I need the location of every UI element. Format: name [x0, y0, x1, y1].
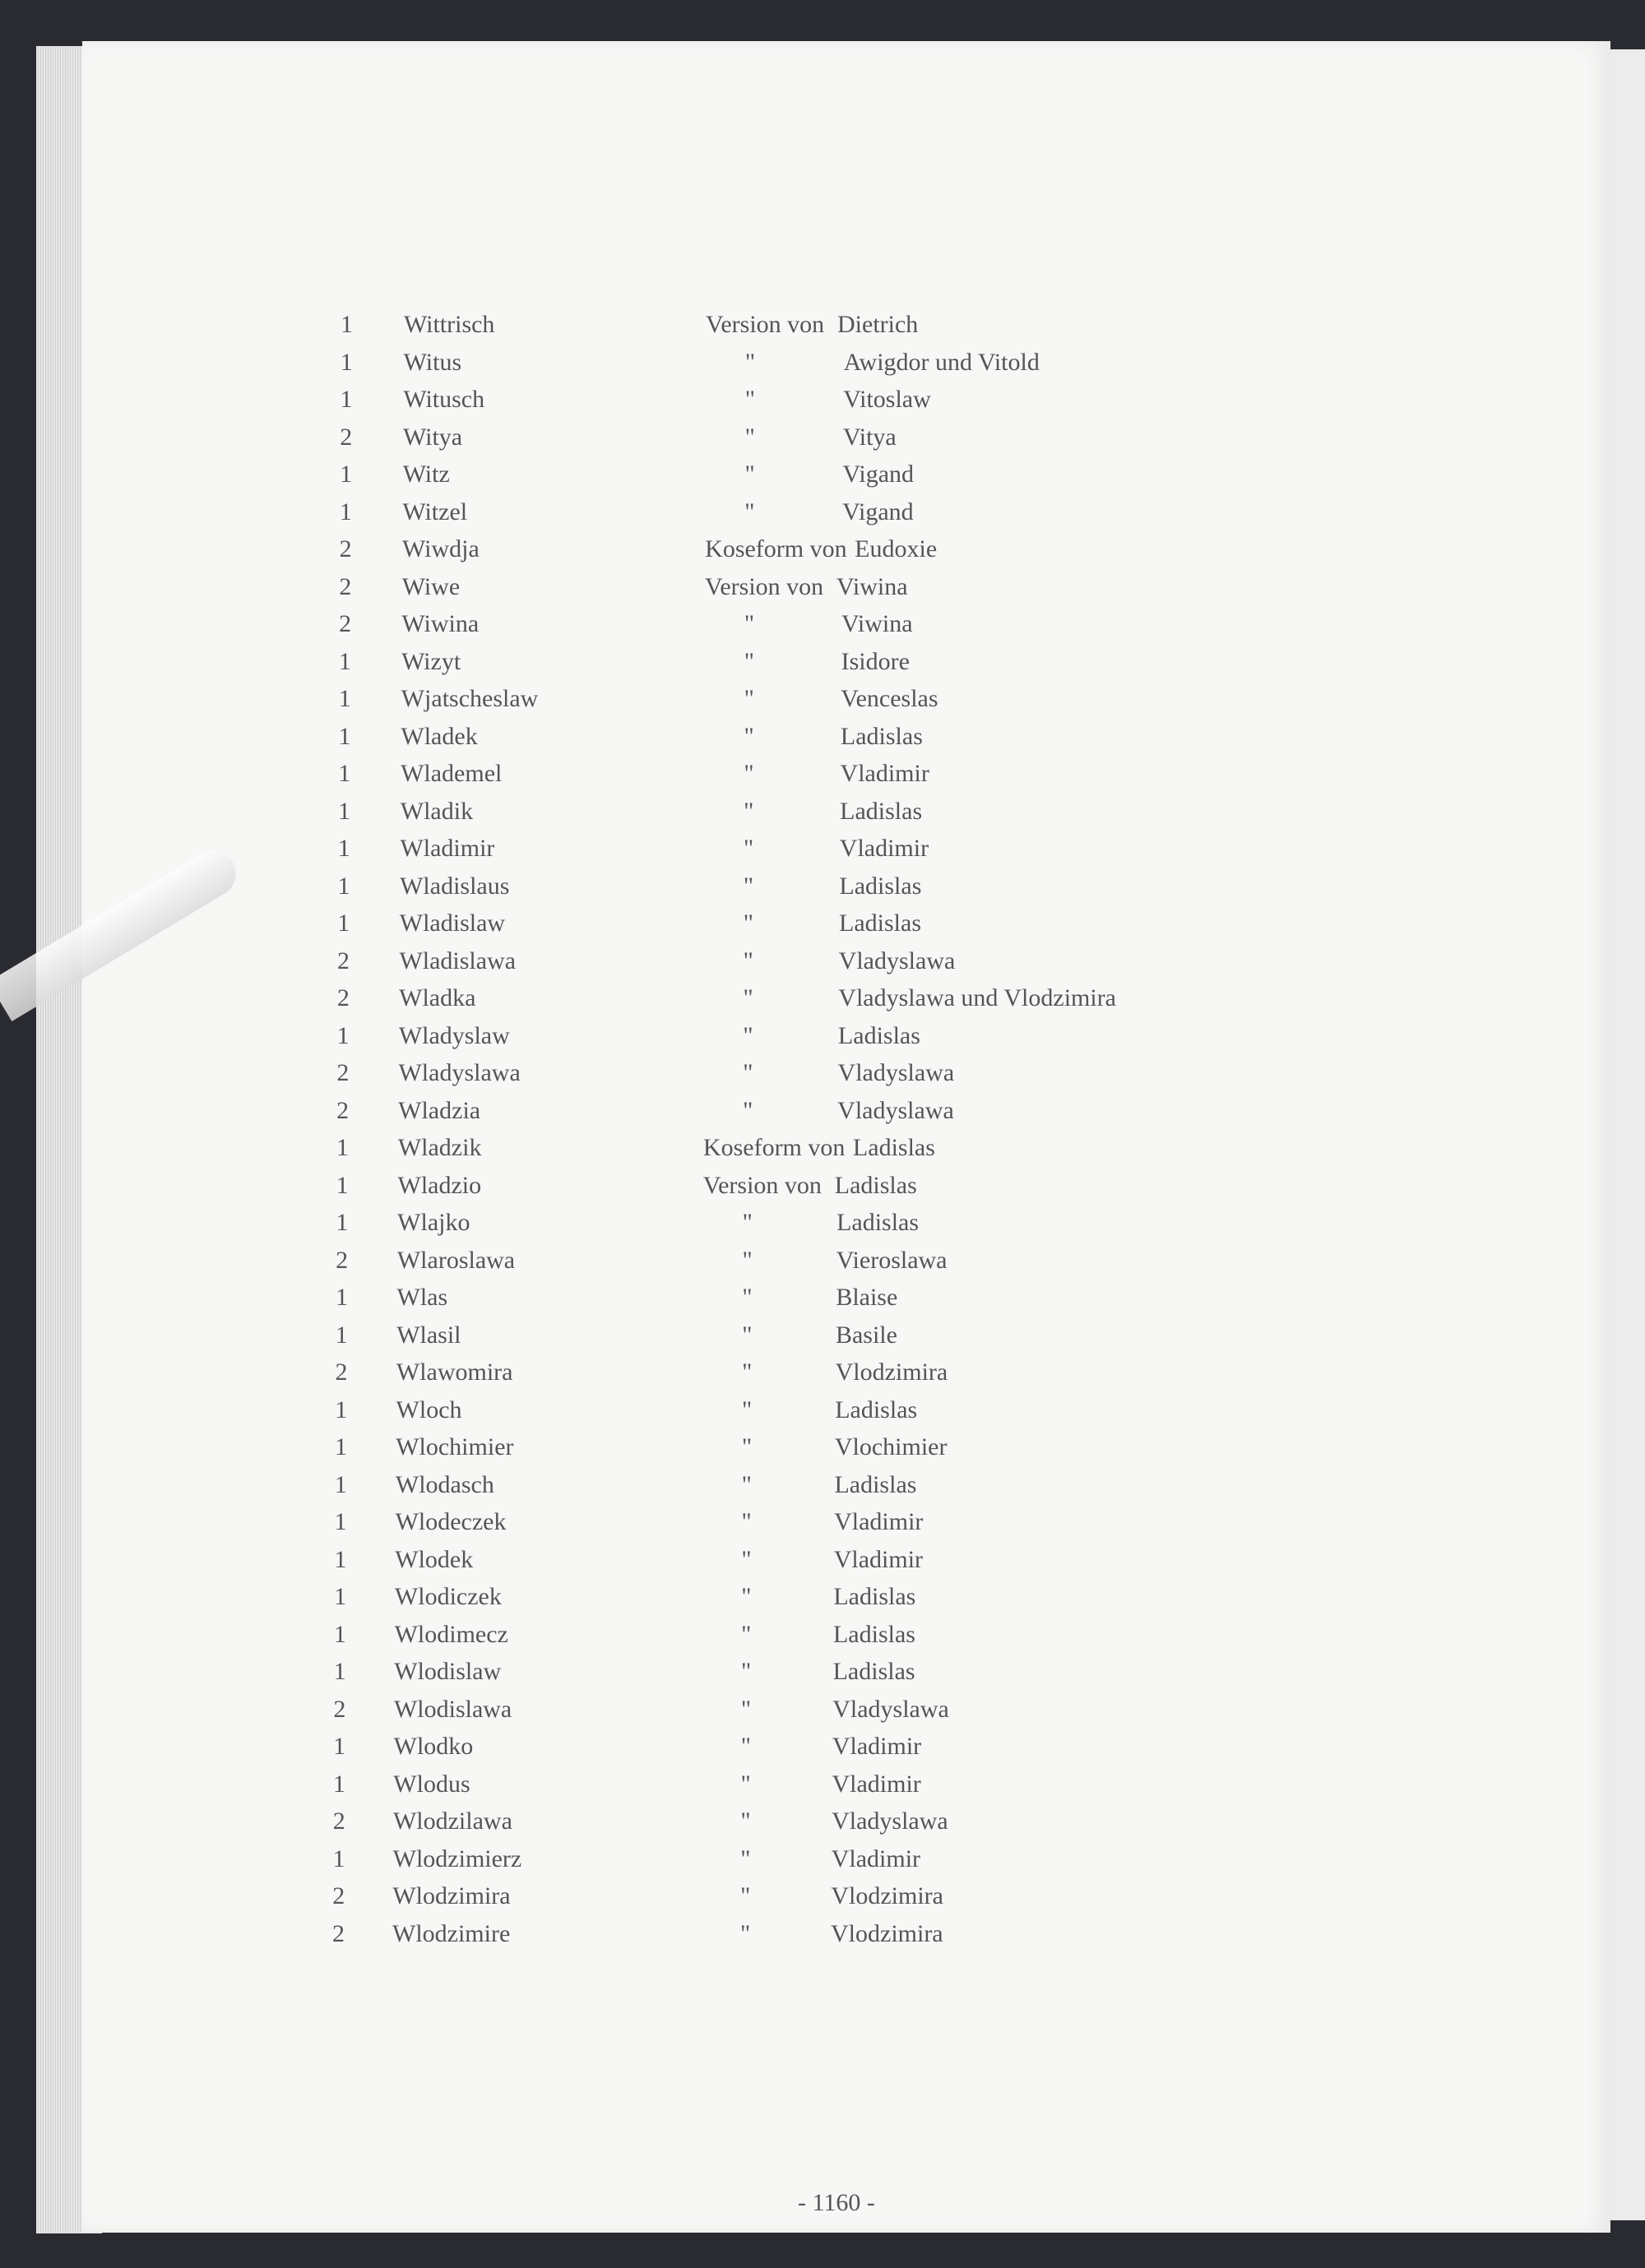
- entry-count: 1: [338, 647, 351, 675]
- entry-name: Wladzio: [397, 1171, 482, 1199]
- entry-target: Vlodzimira: [831, 1919, 943, 1947]
- page-number: - 1160 -: [798, 2189, 875, 2216]
- entry-target: Ladislas: [837, 1021, 920, 1049]
- entry-name: Wiwina: [401, 610, 480, 637]
- list-item: [0, 1321, 1398, 1358]
- entry-target: Vitya: [842, 423, 897, 451]
- list-item: [0, 535, 1398, 572]
- entry-target: Vladimir: [834, 1508, 924, 1535]
- list-item: [0, 1807, 1398, 1844]
- entry-count: 1: [334, 1545, 347, 1573]
- entry-count: 2: [339, 572, 352, 600]
- entry-name: Wladimir: [400, 835, 495, 862]
- entry-count: 1: [335, 1433, 348, 1460]
- entry-count: 2: [332, 1807, 345, 1835]
- entry-name: Wlodzilawa: [392, 1807, 512, 1835]
- entry-count: 1: [337, 872, 350, 900]
- entry-name: Wlodeczek: [395, 1508, 507, 1535]
- entry-kind: ": [744, 835, 754, 862]
- entry-count: 1: [336, 1134, 349, 1161]
- entry-target: Eudoxie: [855, 535, 938, 562]
- entry-name: Witusch: [403, 386, 485, 413]
- entry-target: Ladislas: [832, 1620, 915, 1648]
- entry-kind: ": [744, 461, 755, 488]
- entry-name: Wladzik: [397, 1134, 482, 1161]
- entry-target: Venceslas: [841, 685, 938, 712]
- entry-target: Vladimir: [840, 760, 929, 787]
- entry-kind: ": [743, 984, 753, 1011]
- entry-kind: ": [741, 1396, 753, 1423]
- entry-kind: ": [744, 348, 756, 376]
- entry-kind: ": [742, 1246, 753, 1274]
- entry-count: 2: [336, 1246, 349, 1274]
- entry-count: 2: [336, 984, 350, 1011]
- list-item: [0, 1770, 1398, 1807]
- entry-name: Wlodzimira: [392, 1882, 511, 1909]
- entry-name: Wiwdja: [402, 535, 480, 562]
- entry-kind: ": [740, 1807, 751, 1835]
- entry-kind: ": [744, 610, 755, 637]
- entry-name: Wizyt: [401, 647, 461, 675]
- entry-kind: ": [744, 386, 755, 413]
- entry-name: Wladislaw: [399, 910, 506, 937]
- entry-name: Wlodzimire: [392, 1919, 511, 1947]
- entry-name: Wlodislawa: [393, 1695, 512, 1723]
- entry-count: 1: [332, 1770, 345, 1798]
- list-item: [0, 984, 1398, 1021]
- entry-target: Vladimir: [832, 1770, 921, 1798]
- page-margin-strip: [1610, 49, 1645, 2220]
- entry-target: Vlochimier: [834, 1433, 948, 1460]
- entry-count: 2: [332, 1919, 345, 1947]
- entry-count: 2: [333, 1695, 346, 1723]
- list-item: [0, 910, 1398, 946]
- list-item: [0, 1059, 1398, 1095]
- entry-name: Wladik: [400, 797, 474, 825]
- entry-kind: ": [744, 647, 754, 675]
- list-item: [0, 1920, 1398, 1956]
- list-item: [0, 1209, 1398, 1245]
- list-item: [0, 1172, 1398, 1208]
- entry-name: Wlodasch: [395, 1470, 494, 1498]
- list-item: [0, 424, 1398, 460]
- entry-kind: ": [743, 910, 754, 937]
- entry-name: Wlajko: [397, 1209, 470, 1236]
- entry-name: Wlodimecz: [394, 1620, 508, 1648]
- entry-count: 1: [336, 1171, 349, 1199]
- list-item: [0, 685, 1398, 721]
- entry-target: Vladyslawa und Vlodzimira: [838, 984, 1117, 1011]
- list-item: [0, 461, 1398, 497]
- entry-kind: Version von: [702, 1171, 822, 1199]
- entry-name: Wlas: [396, 1284, 448, 1311]
- entry-name: Wlodislaw: [394, 1658, 502, 1685]
- list-item: [0, 349, 1398, 385]
- entry-count: 1: [337, 835, 350, 862]
- entry-kind: ": [743, 1096, 753, 1124]
- entry-kind: ": [741, 1545, 752, 1573]
- list-item: [0, 1882, 1398, 1919]
- entry-kind: ": [742, 1321, 753, 1349]
- entry-count: 2: [336, 1059, 350, 1086]
- entry-kind: ": [744, 498, 755, 525]
- entry-target: Ladislas: [852, 1134, 935, 1161]
- entry-target: Vigand: [842, 498, 914, 525]
- entry-name: Wlasil: [396, 1321, 461, 1349]
- entry-kind: ": [744, 722, 754, 750]
- entry-count: 1: [332, 1844, 345, 1872]
- entry-count: 1: [337, 797, 350, 825]
- list-item: [0, 311, 1398, 347]
- entry-count: 1: [338, 722, 351, 750]
- entry-name: Witus: [403, 348, 462, 376]
- entry-count: 2: [339, 610, 352, 637]
- entry-name: Wladyslawa: [398, 1059, 521, 1086]
- list-item: [0, 498, 1398, 535]
- entry-name: Wlodko: [393, 1733, 474, 1760]
- entry-kind: ": [741, 1583, 752, 1610]
- list-item: [0, 1658, 1398, 1694]
- entry-name: Wittrisch: [404, 311, 495, 338]
- entry-name: Wloch: [396, 1396, 462, 1423]
- entry-kind: ": [741, 1620, 752, 1648]
- list-item: [0, 610, 1398, 646]
- list-item: [0, 723, 1398, 759]
- entry-count: 1: [335, 1321, 348, 1349]
- list-item: [0, 1247, 1398, 1283]
- entry-kind: ": [743, 1059, 753, 1086]
- entry-target: Dietrich: [837, 311, 919, 338]
- entry-count: 1: [334, 1583, 347, 1610]
- entry-target: Blaise: [836, 1284, 898, 1311]
- entry-count: 2: [332, 1882, 345, 1909]
- entry-target: Vladyslawa: [832, 1695, 949, 1723]
- list-item: [0, 386, 1398, 422]
- entry-target: Vigand: [842, 461, 915, 488]
- entry-kind: ": [742, 1358, 753, 1386]
- entry-kind: ": [744, 797, 754, 825]
- entry-count: 1: [334, 1470, 347, 1498]
- entry-target: Ladislas: [835, 1396, 918, 1423]
- entry-count: 1: [334, 1508, 347, 1535]
- list-item: [0, 1845, 1398, 1882]
- entry-target: Vlodzimira: [831, 1882, 943, 1909]
- entry-kind: ": [743, 1021, 753, 1049]
- entry-target: Vlodzimira: [835, 1358, 948, 1386]
- entry-target: Ladislas: [834, 1470, 917, 1498]
- entry-target: Vladyslawa: [832, 1807, 948, 1835]
- list-item: [0, 760, 1398, 796]
- entry-target: Isidore: [841, 647, 910, 675]
- list-item: [0, 1471, 1398, 1507]
- entry-kind: Koseform von: [702, 1134, 846, 1161]
- entry-name: Wlodiczek: [394, 1583, 502, 1610]
- entry-name: Wlawomira: [396, 1358, 513, 1386]
- entry-count: 1: [333, 1733, 346, 1760]
- entry-kind: ": [740, 1733, 751, 1760]
- entry-count: 1: [333, 1658, 346, 1685]
- list-item: [0, 1284, 1398, 1320]
- list-item: [0, 648, 1398, 684]
- entry-target: Ladislas: [834, 1171, 917, 1199]
- entry-target: Basile: [835, 1321, 897, 1349]
- entry-count: 1: [338, 685, 351, 712]
- entry-count: 2: [336, 1096, 350, 1124]
- list-item: [0, 1733, 1398, 1769]
- entry-target: Ladislas: [840, 797, 923, 825]
- entry-kind: Version von: [706, 311, 825, 338]
- entry-kind: ": [742, 1209, 753, 1236]
- entry-target: Vladyslawa: [837, 1059, 955, 1086]
- entry-kind: ": [743, 872, 754, 900]
- list-item: [0, 1621, 1398, 1657]
- entry-kind: Koseform von: [705, 535, 847, 562]
- entry-kind: Version von: [705, 572, 824, 600]
- entry-name: Wladka: [399, 984, 476, 1011]
- entry-target: Viwina: [841, 610, 913, 637]
- entry-target: Vitoslaw: [843, 386, 931, 413]
- entry-target: Vieroslawa: [836, 1246, 948, 1274]
- entry-target: Vladimir: [833, 1545, 924, 1573]
- entry-target: Ladislas: [832, 1658, 915, 1685]
- list-item: [0, 1396, 1398, 1433]
- entry-name: Wladislaus: [400, 872, 510, 900]
- list-item: [0, 947, 1398, 984]
- list-item: [0, 1358, 1398, 1395]
- entry-target: Vladimir: [839, 835, 929, 862]
- entry-name: Wlochimier: [396, 1433, 514, 1460]
- entry-kind: ": [742, 1284, 753, 1311]
- entry-count: 1: [341, 311, 353, 338]
- entry-count: 1: [338, 760, 351, 787]
- entry-kind: ": [740, 1658, 752, 1685]
- list-item: [0, 1696, 1398, 1732]
- entry-name: Wlademel: [401, 760, 503, 787]
- entry-count: 1: [336, 1209, 349, 1236]
- entry-kind: ": [740, 1844, 751, 1872]
- entry-name: Wlodus: [393, 1770, 470, 1798]
- entry-kind: ": [740, 1695, 752, 1723]
- entry-count: 2: [340, 423, 353, 451]
- entry-name: Witzel: [402, 498, 468, 525]
- entry-name: Wlaroslawa: [396, 1246, 516, 1274]
- entry-name: Wlodek: [395, 1545, 474, 1573]
- entry-target: Ladislas: [839, 872, 922, 900]
- entry-kind: ": [741, 1470, 752, 1498]
- entry-count: 1: [336, 1021, 350, 1049]
- entry-target: Awigdor und Vitold: [843, 348, 1040, 376]
- entry-count: 1: [335, 1284, 348, 1311]
- entry-name: Witya: [403, 423, 463, 451]
- entry-kind: ": [743, 947, 753, 974]
- entry-count: 1: [333, 1620, 346, 1648]
- list-item: [0, 1433, 1398, 1470]
- list-item: [0, 573, 1398, 609]
- entry-count: 1: [335, 1396, 348, 1423]
- entry-kind: ": [744, 685, 754, 712]
- entry-name: Wladyslaw: [398, 1021, 510, 1049]
- list-item: [0, 1022, 1398, 1058]
- entry-name: Wladzia: [398, 1096, 481, 1124]
- entry-name: Wlodzimierz: [392, 1844, 522, 1872]
- entry-count: 2: [339, 535, 352, 562]
- entry-target: Ladislas: [839, 910, 922, 937]
- list-item: [0, 1134, 1398, 1170]
- list-item: [0, 1097, 1398, 1133]
- entry-kind: ": [741, 1508, 752, 1535]
- entry-count: 1: [337, 910, 350, 937]
- entry-target: Ladislas: [833, 1583, 916, 1610]
- entry-name: Wjatscheslaw: [401, 685, 539, 712]
- entry-count: 1: [340, 348, 353, 376]
- entry-count: 2: [337, 947, 350, 974]
- entry-kind: ": [741, 1433, 753, 1460]
- entry-target: Vladimir: [831, 1844, 921, 1872]
- entry-name: Wladek: [401, 722, 478, 750]
- entry-count: 1: [340, 386, 353, 413]
- list-item: [0, 1546, 1398, 1582]
- list-item: [0, 798, 1398, 834]
- entry-target: Ladislas: [836, 1209, 920, 1236]
- entry-kind: ": [740, 1770, 751, 1798]
- entry-target: Vladyslawa: [837, 1096, 954, 1124]
- entry-kind: ": [744, 423, 755, 451]
- list-item: [0, 1508, 1398, 1544]
- entry-name: Wladislawa: [399, 947, 517, 974]
- entry-name: Wiwe: [401, 572, 461, 600]
- entry-target: Vladimir: [832, 1733, 922, 1760]
- entry-count: 2: [335, 1358, 348, 1386]
- entry-kind: ": [740, 1919, 751, 1947]
- entry-kind: ": [740, 1882, 751, 1909]
- entry-count: 1: [339, 498, 352, 525]
- entry-target: Ladislas: [840, 722, 923, 750]
- entry-name: Witz: [402, 461, 450, 488]
- entry-target: Vladyslawa: [838, 947, 956, 974]
- entry-kind: ": [744, 760, 754, 787]
- entry-count: 1: [340, 461, 353, 488]
- entry-target: Viwina: [836, 572, 908, 600]
- list-item: [0, 1583, 1398, 1619]
